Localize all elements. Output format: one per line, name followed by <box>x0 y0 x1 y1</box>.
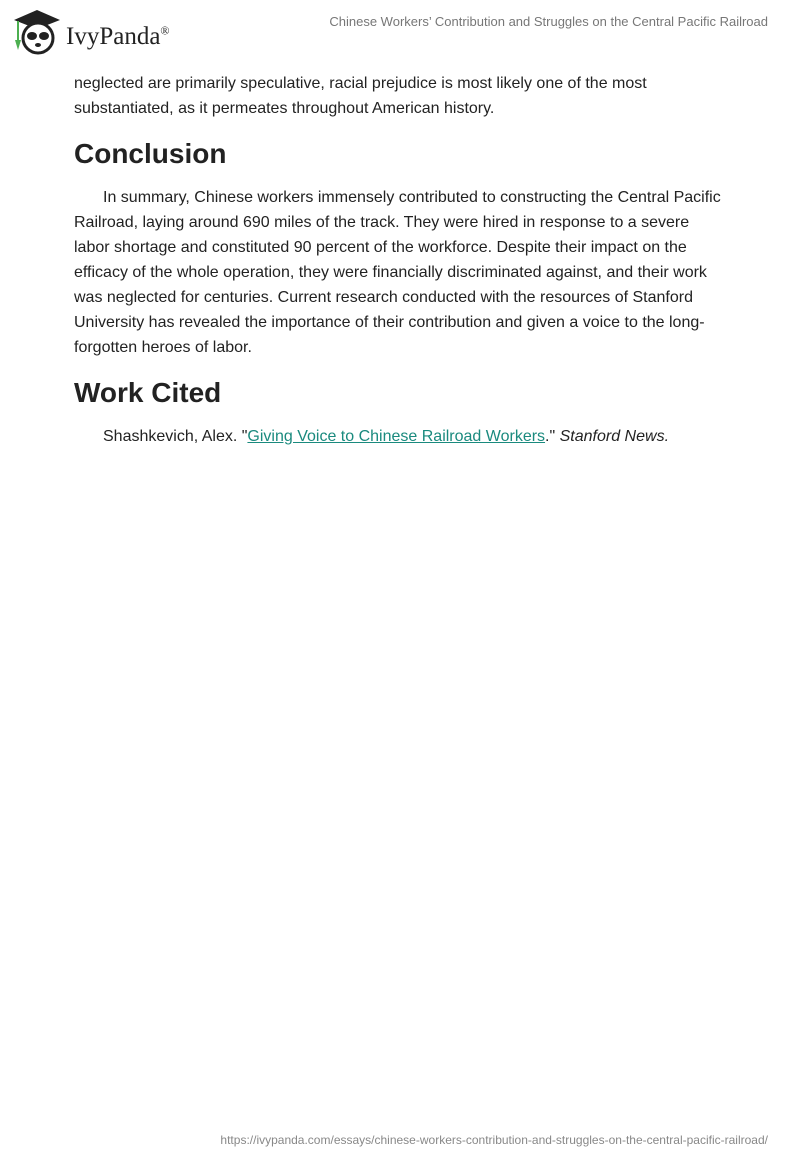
conclusion-heading: Conclusion <box>74 138 227 169</box>
conclusion-paragraph: In summary, Chinese workers immensely contributed to constructing the Central Pacific Railroad, laying around 690 miles of the track. They were hired in response to a severe labor shortage and constituted 90 percent of the workforce. Despite their impact on the efficacy of the whole operation, they were financially discriminated against, and their work was neglected for centuries. Current research conducted with the resources of Stanford University has revealed the importance of their contribution and given a voice to the long-forgotten heroes of labor. <box>74 189 721 356</box>
footer-url[interactable]: https://ivypanda.com/essays/chinese-workers-contribution-and-struggles-on-the-central-pacific-railroad/ <box>220 1133 768 1147</box>
citation-link[interactable]: Giving Voice to Chinese Railroad Workers <box>247 428 546 445</box>
registered-mark: ® <box>160 23 170 38</box>
essay-content <box>74 71 726 449</box>
ivypanda-logo[interactable] <box>12 8 170 56</box>
citation <box>74 424 726 449</box>
document-title: Chinese Workers’ Contribution and Struggles on the Central Pacific Railroad <box>329 14 768 29</box>
panda-graduate-icon <box>12 8 62 56</box>
work-cited-heading: Work Cited <box>74 377 222 408</box>
logo-text: IvyPanda <box>66 23 161 50</box>
paragraph: neglected are primarily speculative, racial prejudice is most likely one of the most substantiated, as it permeates throughout American history. <box>74 75 647 117</box>
citation-punct: ." <box>545 428 560 445</box>
citation-author: Shashkevich, Alex. " <box>103 428 248 445</box>
citation-source: Stanford News. <box>559 428 670 445</box>
